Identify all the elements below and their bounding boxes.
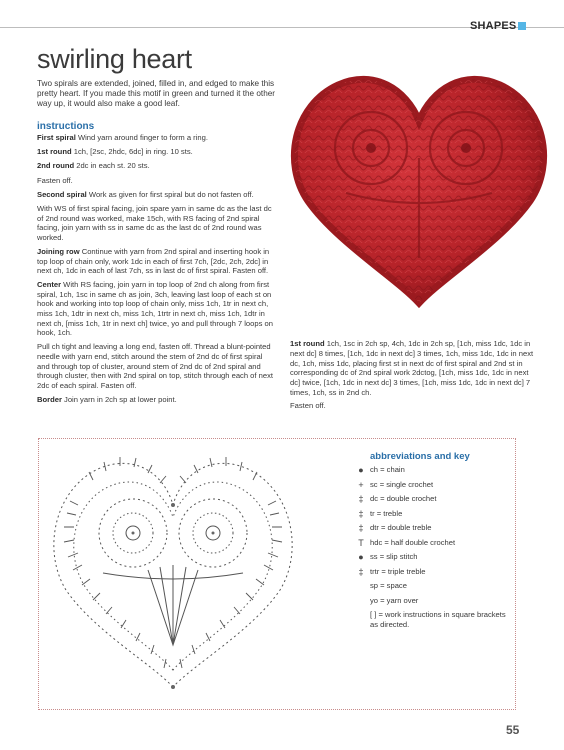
section-label: SHAPES bbox=[470, 20, 517, 32]
abbreviations-list bbox=[354, 463, 514, 629]
abbr-item: [ ] = work instructions in square brackets as directed. bbox=[370, 610, 506, 629]
abbr-item: ‡ dtr = double treble bbox=[354, 521, 514, 536]
step-8: Pull ch tight and leaving a long end, fasten off. Thread a blunt-pointed needle with yarn end, stitch around the stem of 2nd dc of first spiral and through top of cluster, around stem of 2nd dc of 2nd spiral and through cluster, then with 2nd spiral on top, stitch through each of next 2dc of each spiral. Fasten off. bbox=[37, 342, 273, 390]
abbr-item: yo = yarn over bbox=[370, 595, 419, 605]
step-0: First spiral Wind yarn around finger to form a ring. bbox=[37, 133, 208, 142]
half-double-crochet-symbol-icon: T bbox=[358, 537, 364, 548]
border-step-0: 1st round 1ch, 1sc in 2ch sp, 4ch, 1dc in 2ch sp, [1ch, miss 1dc, 1dc in next dc] 8 times, [1ch, 1dc in next dc] 3 times, 1ch, miss 1dc, 1dc in next dc, 1ch, miss 1dc, placing first st in next dc of first spiral and 2nd st in corresponding dc of 2nd spiral work 2dctog, [1ch, miss 1dc, 1dc in next dc] twice, [1ch, 1dc in next dc] 3 times, [1ch, miss 1dc, 1dc in next dc] 7 times, 1ch, ss in 2nd ch. bbox=[290, 339, 534, 397]
step-6: Joining row Continue with yarn from 2nd spiral and inserting hook in top loop of chain only, work 1dc in each of first 7ch, [2dc, 2ch, 2dc] in next ch, 1dc in each of last 7ch, ss in last dc of first spiral. Fasten off. bbox=[37, 246, 270, 276]
intro-paragraph: Two spirals are extended, joined, filled in, and edged to make this pretty heart. If you made this motif in green and turned it the other way up, it would also make a good leaf. bbox=[37, 79, 276, 109]
step-4: Second spiral Work as given for first spiral but do not fasten off. bbox=[37, 189, 254, 199]
slip-stitch-symbol-icon: ● bbox=[358, 552, 364, 562]
abbreviations-heading: abbreviations and key bbox=[370, 451, 470, 462]
crochet-chart bbox=[48, 445, 298, 697]
abbr-item: ● ss = slip stitch bbox=[354, 550, 514, 565]
step-1: 1st round 1ch, [2sc, 2hdc, 6dc] in ring. 10 sts. bbox=[37, 147, 193, 157]
section-square-icon bbox=[518, 22, 526, 30]
page-title: swirling heart bbox=[37, 44, 192, 74]
instructions-heading: instructions bbox=[37, 121, 95, 132]
abbr-item: + sc = single crochet bbox=[354, 478, 514, 493]
step-2: 2nd round 2dc in each st. 20 sts. bbox=[37, 161, 150, 171]
double-treble-symbol-icon: ‡ bbox=[358, 523, 364, 533]
abbr-item: ‡ trtr = triple treble bbox=[354, 565, 514, 580]
step-7: Center With RS facing, join yarn in top loop of 2nd ch along from first spiral, 1ch, 1sc in same ch as join, 3ch, leaving last loop of each st on hook and working into top loop of chain only, miss 1ch, 1tr in next ch, miss 1ch, 1dtr in next ch, miss 1ch, 1trtr in next ch, miss 1ch, 1dtr in next ch, [miss 1ch, 1tr in next ch] twice, yo and pull through 7 loops on hook, 1ch. bbox=[37, 280, 273, 338]
step-9: Border Join yarn in 2ch sp at lower point. bbox=[37, 395, 177, 404]
abbr-item: ‡ tr = treble bbox=[354, 507, 514, 522]
abbr-item: ● ch = chain bbox=[354, 463, 514, 478]
step-5: With WS of first spiral facing, join spare yarn in same dc as the last dc of 2nd round was worked, make 15ch, with RS facing of 2nd spiral facing, join yarn with ss in same dc as the last dc of 2nd round was worked. bbox=[37, 203, 272, 242]
heart-photo bbox=[286, 63, 552, 315]
border-step-1: Fasten off. bbox=[290, 400, 326, 410]
double-crochet-symbol-icon: ‡ bbox=[358, 494, 364, 504]
treble-symbol-icon: ‡ bbox=[358, 508, 364, 519]
border-instructions bbox=[290, 339, 540, 414]
abbr-item: sp = space bbox=[370, 581, 407, 590]
page-number: 55 bbox=[506, 723, 520, 737]
abbr-item: T hdc = half double crochet bbox=[354, 536, 514, 551]
chain-symbol-icon: ● bbox=[358, 465, 364, 475]
abbr-item: ‡ dc = double crochet bbox=[354, 492, 514, 507]
instructions-body bbox=[37, 133, 277, 409]
single-crochet-symbol-icon: + bbox=[358, 479, 364, 490]
triple-treble-symbol-icon: ‡ bbox=[358, 566, 364, 577]
step-3: Fasten off. bbox=[37, 175, 73, 185]
